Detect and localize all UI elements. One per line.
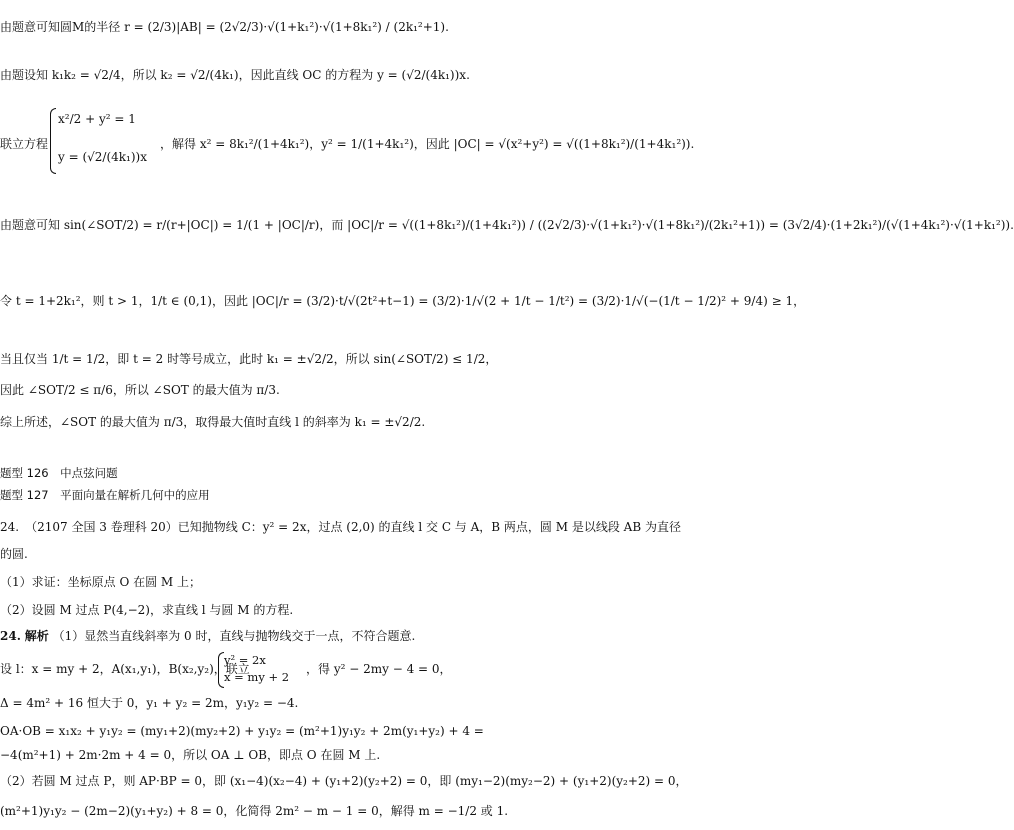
system-brace	[50, 108, 56, 174]
problem-24-statement: 24. （2107 全国 3 卷理科 20）已知抛物线 C：y² = 2x，过点 (2,0) 的直线 l 交 C 与 A，B 两点，圆 M 是以线段 AB 为直径	[0, 520, 681, 534]
problem-part-1: （1）求证：坐标原点 O 在圆 M 上；	[0, 575, 202, 589]
line-setup-l: 设 l：x = my + 2，A(x₁,y₁)，B(x₂,y₂)，联立	[0, 662, 250, 676]
line-discriminant: Δ = 4m² + 16 恒大于 0，y₁ + y₂ = 2m，y₁y₂ = −4.	[0, 696, 299, 710]
problem-part-2: （2）设圆 M 过点 P(4,−2)，求直线 l 与圆 M 的方程.	[0, 603, 294, 617]
problem-24-statement-cont: 的圆.	[0, 547, 28, 561]
line-equality-condition: 当且仅当 1/t = 1/2，即 t = 2 时等号成立，此时 k₁ = ±√2/2，所以 sin(∠SOT/2) ≤ 1/2，	[0, 352, 498, 366]
line-radius: 由题意可知圆M的半径 r = (2/3)|AB| = (2√2/3)·√(1+k₁²)·√(1+8k₁²) / (2k₁²+1).	[0, 20, 449, 34]
line-sin-half-angle: 由题意可知 sin(∠SOT/2) = r/(r+|OC|) = 1/(1 + |OC|/r)，而 |OC|/r = √((1+8k₁²)/(1+4k₁²)) / ((2√2/3)·√(1+k₁²)·√(1+8k₁²)/(2k₁²+1)) = (3√2/4)·(1+2k₁²)/(√(1+4k₁²)·√(1+k₁²)).	[0, 218, 1014, 232]
solution-number	[0, 627, 415, 645]
line-part-2-result: (m²+1)y₁y₂ − (2m−2)(y₁+y₂) + 8 = 0，化简得 2m² − m − 1 = 0，解得 m = −1/2 或 1.	[0, 804, 509, 818]
line-part-2-solution: （2）若圆 M 过点 P，则 AP·BP = 0，即 (x₁−4)(x₂−4) + (y₁+2)(y₂+2) = 0，即 (my₁−2)(my₂−2) + (y₁+2)(y₂+2) = 0，	[0, 774, 688, 788]
line-slope-relation: 由题设知 k₁k₂ = √2/4，所以 k₂ = √2/(4k₁)，因此直线 OC 的方程为 y = (√2/(4k₁))x.	[0, 68, 470, 82]
section-type-127: 题型 127 平面向量在解析几何中的应用	[0, 488, 210, 502]
line-perpendicular: −4(m²+1) + 2m·2m + 4 = 0，所以 OA ⊥ OB，即点 O 在圆 M 上.	[0, 748, 381, 762]
system-eq-2: y = (√2/(4k₁))x	[58, 150, 147, 164]
system2-eq-2: x = my + 2	[224, 670, 290, 684]
line-solve-oc: ，解得 x² = 8k₁²/(1+4k₁²)，y² = 1/(1+4k₁²)，因此 |OC| = √(x²+y²) = √((1+8k₁²)/(1+4k₁²)).	[160, 137, 695, 151]
line-conclusion: 综上所述，∠SOT 的最大值为 π/3，取得最大值时直线 l 的斜率为 k₁ = ±√2/2.	[0, 415, 426, 429]
line-angle-bound: 因此 ∠SOT/2 ≤ π/6，所以 ∠SOT 的最大值为 π/3.	[0, 383, 280, 397]
solution-num-text: 24.	[0, 629, 21, 643]
line-substitution-t: 令 t = 1+2k₁²，则 t > 1，1/t ∈ (0,1)，因此 |OC|/r = (3/2)·t/√(2t²+t−1) = (3/2)·1/√(2 + 1/t − 1/t²) = (3/2)·1/√(−(1/t − 1/2)² + 9/4) ≥ 1，	[0, 294, 806, 308]
line-dot-product: OA·OB = x₁x₂ + y₁y₂ = (my₁+2)(my₂+2) + y₁y₂ = (m²+1)y₁y₂ + 2m(y₁+y₂) + 4 =	[0, 724, 484, 738]
solution-step-1: （1）显然当直线斜率为 0 时，直线与抛物线交于一点，不符合题意.	[52, 629, 416, 643]
system2-eq-1: y² = 2x	[224, 653, 266, 667]
label-system: 联立方程	[0, 137, 49, 151]
system-eq-1: x²/2 + y² = 1	[58, 112, 136, 126]
solution-label: 解析	[24, 629, 49, 643]
line-quadratic: ，得 y² − 2my − 4 = 0，	[306, 662, 452, 676]
section-type-126: 题型 126 中点弦问题	[0, 466, 118, 480]
